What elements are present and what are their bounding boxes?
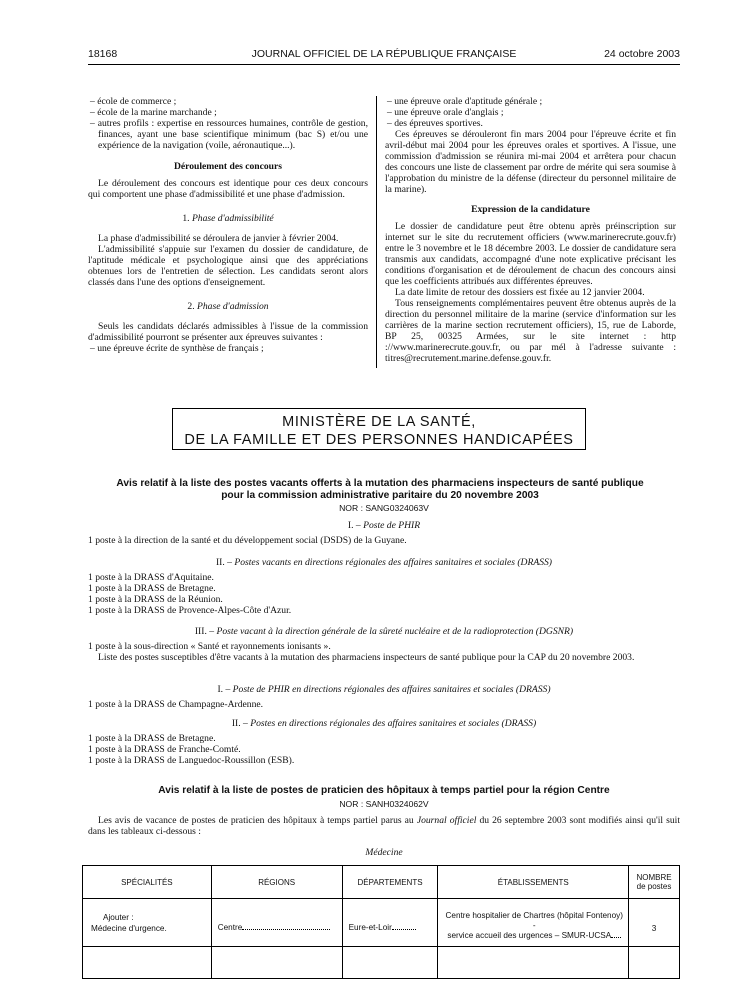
poste-line: 1 poste à la DRASS de Provence-Alpes-Côte d'Azur. <box>88 605 292 616</box>
empty-cell <box>438 947 629 979</box>
paragraph-phase1-dates: La phase d'admissibilité se déroulera de janvier à février 2004. <box>98 233 339 244</box>
section-title: Poste de PHIR en directions régionales des affaires sanitaires et sociales (DRASS) <box>232 684 551 695</box>
cell-nombre: 3 <box>629 899 680 947</box>
nor-reference: NOR : SANG0324063V <box>339 503 429 513</box>
paragraph-deroulement: Le déroulement des concours est identique pour ces deux concours qui comportent une phase d'admissibilité et une phase d'admission. <box>88 178 368 200</box>
cell-etablissement-line <box>444 931 624 941</box>
table-row <box>83 899 680 947</box>
list-item: – autres profils : expertise en ressources humaines, contrôle de gestion, finances, ayant une base scientifique minimum (bac S) et/ou une expérience de la navigation (voile, aéronautique...). <box>90 118 368 151</box>
list-item: – des épreuves sportives. <box>387 118 483 129</box>
column-header: SPÉCIALITÉS <box>83 866 212 899</box>
ministry-line-2: DE LA FAMILLE ET DES PERSONNES HANDICAPÉES <box>184 432 574 448</box>
section-number: I. – <box>217 684 231 695</box>
table-row-empty <box>83 947 680 979</box>
table-header-row <box>83 866 680 899</box>
postes-table <box>82 865 680 979</box>
section-heading <box>88 626 680 637</box>
poste-line: 1 poste à la DRASS de Bretagne. <box>88 583 216 594</box>
section-heading <box>88 718 680 729</box>
paragraph-avis-vacance <box>88 815 680 837</box>
heading-number: 2. <box>187 301 195 312</box>
ministry-box <box>172 408 586 450</box>
section-title: Postes vacants en directions régionales des affaires sanitaires et sociales (DRASS) <box>234 557 552 568</box>
table-caption-text: Médecine <box>365 847 403 858</box>
heading-number: 1. <box>182 213 190 224</box>
heading-phase-admissibilite <box>88 213 368 224</box>
ministry-line-1: MINISTÈRE DE LA SANTÉ, <box>282 414 476 430</box>
empty-cell <box>83 947 212 979</box>
list-item: – école de la marine marchande ; <box>90 107 217 118</box>
cell-etablissement-text: service accueil des urgences – SMUR-UCSA <box>447 930 612 940</box>
section-title: Postes en directions régionales des affaires sanitaires et sociales (DRASS) <box>250 718 537 729</box>
empty-cell <box>629 947 680 979</box>
empty-cell <box>342 947 438 979</box>
poste-line: 1 poste à la sous-direction « Santé et rayonnements ionisants ». <box>88 641 331 652</box>
poste-line: 1 poste à la DRASS d'Aquitaine. <box>88 572 214 583</box>
column-header <box>629 866 680 899</box>
left-column <box>88 96 368 354</box>
heading-deroulement: Déroulement des concours <box>173 161 282 172</box>
column-header-line: de postes <box>636 882 672 891</box>
heading-expression-candidature: Expression de la candidature <box>471 204 590 215</box>
list-item: – école de commerce ; <box>90 96 177 107</box>
leader-dots <box>611 937 621 938</box>
page-header <box>88 48 680 62</box>
cell-departement-text: Eure-et-Loir <box>348 923 392 932</box>
paragraph-susceptibles: Liste des postes susceptibles d'être vacants à la mutation des pharmaciens inspecteurs de santé publique pour la CAP du 20 novembre 2003. <box>98 652 635 663</box>
paragraph-dossier: Le dossier de candidature peut être obtenu après préinscription sur internet sur le site du recrutement officiers (www.marinerecrute.gouv.fr) entre le 3 novembre et le 18 décembre 2003. Le dossier de candidature sera transmis aux candidats, accompagné d'une note explicative précisant les conditions d'organisation et de déroulement de chacun des concours ainsi que les coefficients attribués aux différentes épreuves. <box>385 221 676 287</box>
paragraph-text: du 26 septembre 2003 sont modifiés ainsi qu'il suit dans les tableaux ci-dessous : <box>88 815 681 837</box>
avis-title-line: pour la commission administrative paritaire du 20 novembre 2003 <box>221 490 539 501</box>
avis-title-pharmaciens <box>80 478 680 502</box>
paragraph-epreuves: Ces épreuves se dérouleront fin mars 2004 pour l'épreuve écrite et fin avril-début mai 2004 pour les épreuves orales et sportives. A l'issue, une commission d'admission se réunira mi-mai 2004 et arrêtera pour chacun des concours une liste de classement par ordre de mérite qui sera soumise à l'approbation du ministre de la défense (directeur du personnel militaire de la marine). <box>385 129 676 195</box>
column-header: RÉGIONS <box>211 866 342 899</box>
table-caption <box>88 847 680 858</box>
list-item: – une épreuve orale d'aptitude générale ; <box>387 96 543 107</box>
poste-line: 1 poste à la DRASS de Bretagne. <box>88 733 216 744</box>
section-number: III. – <box>194 626 215 637</box>
column-header: DÉPARTEMENTS <box>342 866 438 899</box>
section-title: Poste vacant à la direction générale de la sûreté nucléaire et de la radioprotection (DGSNR) <box>216 626 574 637</box>
leader-dots <box>242 929 330 930</box>
column-rule <box>376 96 377 368</box>
heading-text: Phase d'admissibilité <box>191 213 274 224</box>
nor-reference: NOR : SANH0324062V <box>339 799 429 809</box>
cell-region <box>211 899 342 947</box>
list-item: – une épreuve écrite de synthèse de français ; <box>90 343 264 354</box>
cell-add-label: Ajouter : <box>103 912 134 922</box>
cell-departement <box>342 899 438 947</box>
cell-etablissement-line: Centre hospitalier de Chartres (hôpital Fontenoy) - <box>445 910 623 930</box>
column-header: ÉTABLISSEMENTS <box>438 866 629 899</box>
paragraph-phase2: Seuls les candidats déclarés admissibles à l'issue de la commission d'admissibilité pourront se présenter aux épreuves suivantes : <box>88 321 368 343</box>
paragraph-phase1-details: L'admissibilité s'appuie sur l'examen du dossier de candidature, de l'aptitude médicale et psychologique ainsi que des appréciations obtenues lors de l'entretien de sélection. Les candidats seront alors classés dans l'une des options d'enseignement. <box>88 244 368 288</box>
section-heading <box>88 520 680 531</box>
paragraph-renseignements: Tous renseignements complémentaires peuvent être obtenus auprès de la direction du personnel militaire de la marine (service d'information sur les carrières de la marine section recrutement officiers), 15, rue de Laborde, BP 25, 00325 Armées, sur le site internet : http ://www.marinerecrute.gouv.fr, ou par mél à l'adresse suivante : titres@recrutement.marine.defense.gouv.fr. <box>385 298 676 364</box>
avis-title-praticiens: Avis relatif à la liste de postes de praticien des hôpitaux à temps partiel pour la région Centre <box>158 785 610 796</box>
avis-title-line: Avis relatif à la liste des postes vacants offerts à la mutation des pharmaciens inspecteurs de santé publique <box>116 478 644 489</box>
poste-line: 1 poste à la DRASS de Champagne-Ardenne. <box>88 699 264 710</box>
poste-line: 1 poste à la DRASS de Franche-Comté. <box>88 744 241 755</box>
heading-text: Phase d'admission <box>197 301 269 312</box>
leader-dots <box>392 929 416 930</box>
cell-etablissement <box>438 899 629 947</box>
column-header-line: NOMBRE <box>636 873 672 882</box>
header-rule <box>88 64 680 65</box>
issue-date: 24 octobre 2003 <box>604 48 680 60</box>
poste-line: 1 poste à la DRASS de la Réunion. <box>88 594 223 605</box>
journal-name: Journal officiel <box>416 815 477 826</box>
right-column <box>385 96 676 364</box>
heading-phase-admission <box>88 301 368 312</box>
poste-line: 1 poste à la DRASS de Languedoc-Roussillon (ESB). <box>88 755 295 766</box>
empty-cell <box>211 947 342 979</box>
paragraph-date-limite: La date limite de retour des dossiers est fixée au 12 janvier 2004. <box>395 287 645 298</box>
journal-title: JOURNAL OFFICIEL DE LA RÉPUBLIQUE FRANÇAISE <box>251 48 517 60</box>
section-number: I. – <box>347 520 361 531</box>
list-item: – une épreuve orale d'anglais ; <box>387 107 504 118</box>
cell-region-text: Centre <box>217 923 243 932</box>
cell-specialite-text: Médecine d'urgence. <box>91 923 167 933</box>
section-number: II. – <box>231 718 248 729</box>
section-heading <box>88 684 680 695</box>
cell-specialite <box>83 899 212 947</box>
section-heading <box>88 557 680 568</box>
poste-line: 1 poste à la direction de la santé et du développement social (DSDS) de la Guyane. <box>88 535 407 546</box>
section-number: II. – <box>215 557 232 568</box>
paragraph-text: Les avis de vacance de postes de praticien des hôpitaux à temps partiel parus au <box>98 815 414 826</box>
section-title: Poste de PHIR <box>363 520 421 531</box>
page-number: 18168 <box>88 48 118 60</box>
